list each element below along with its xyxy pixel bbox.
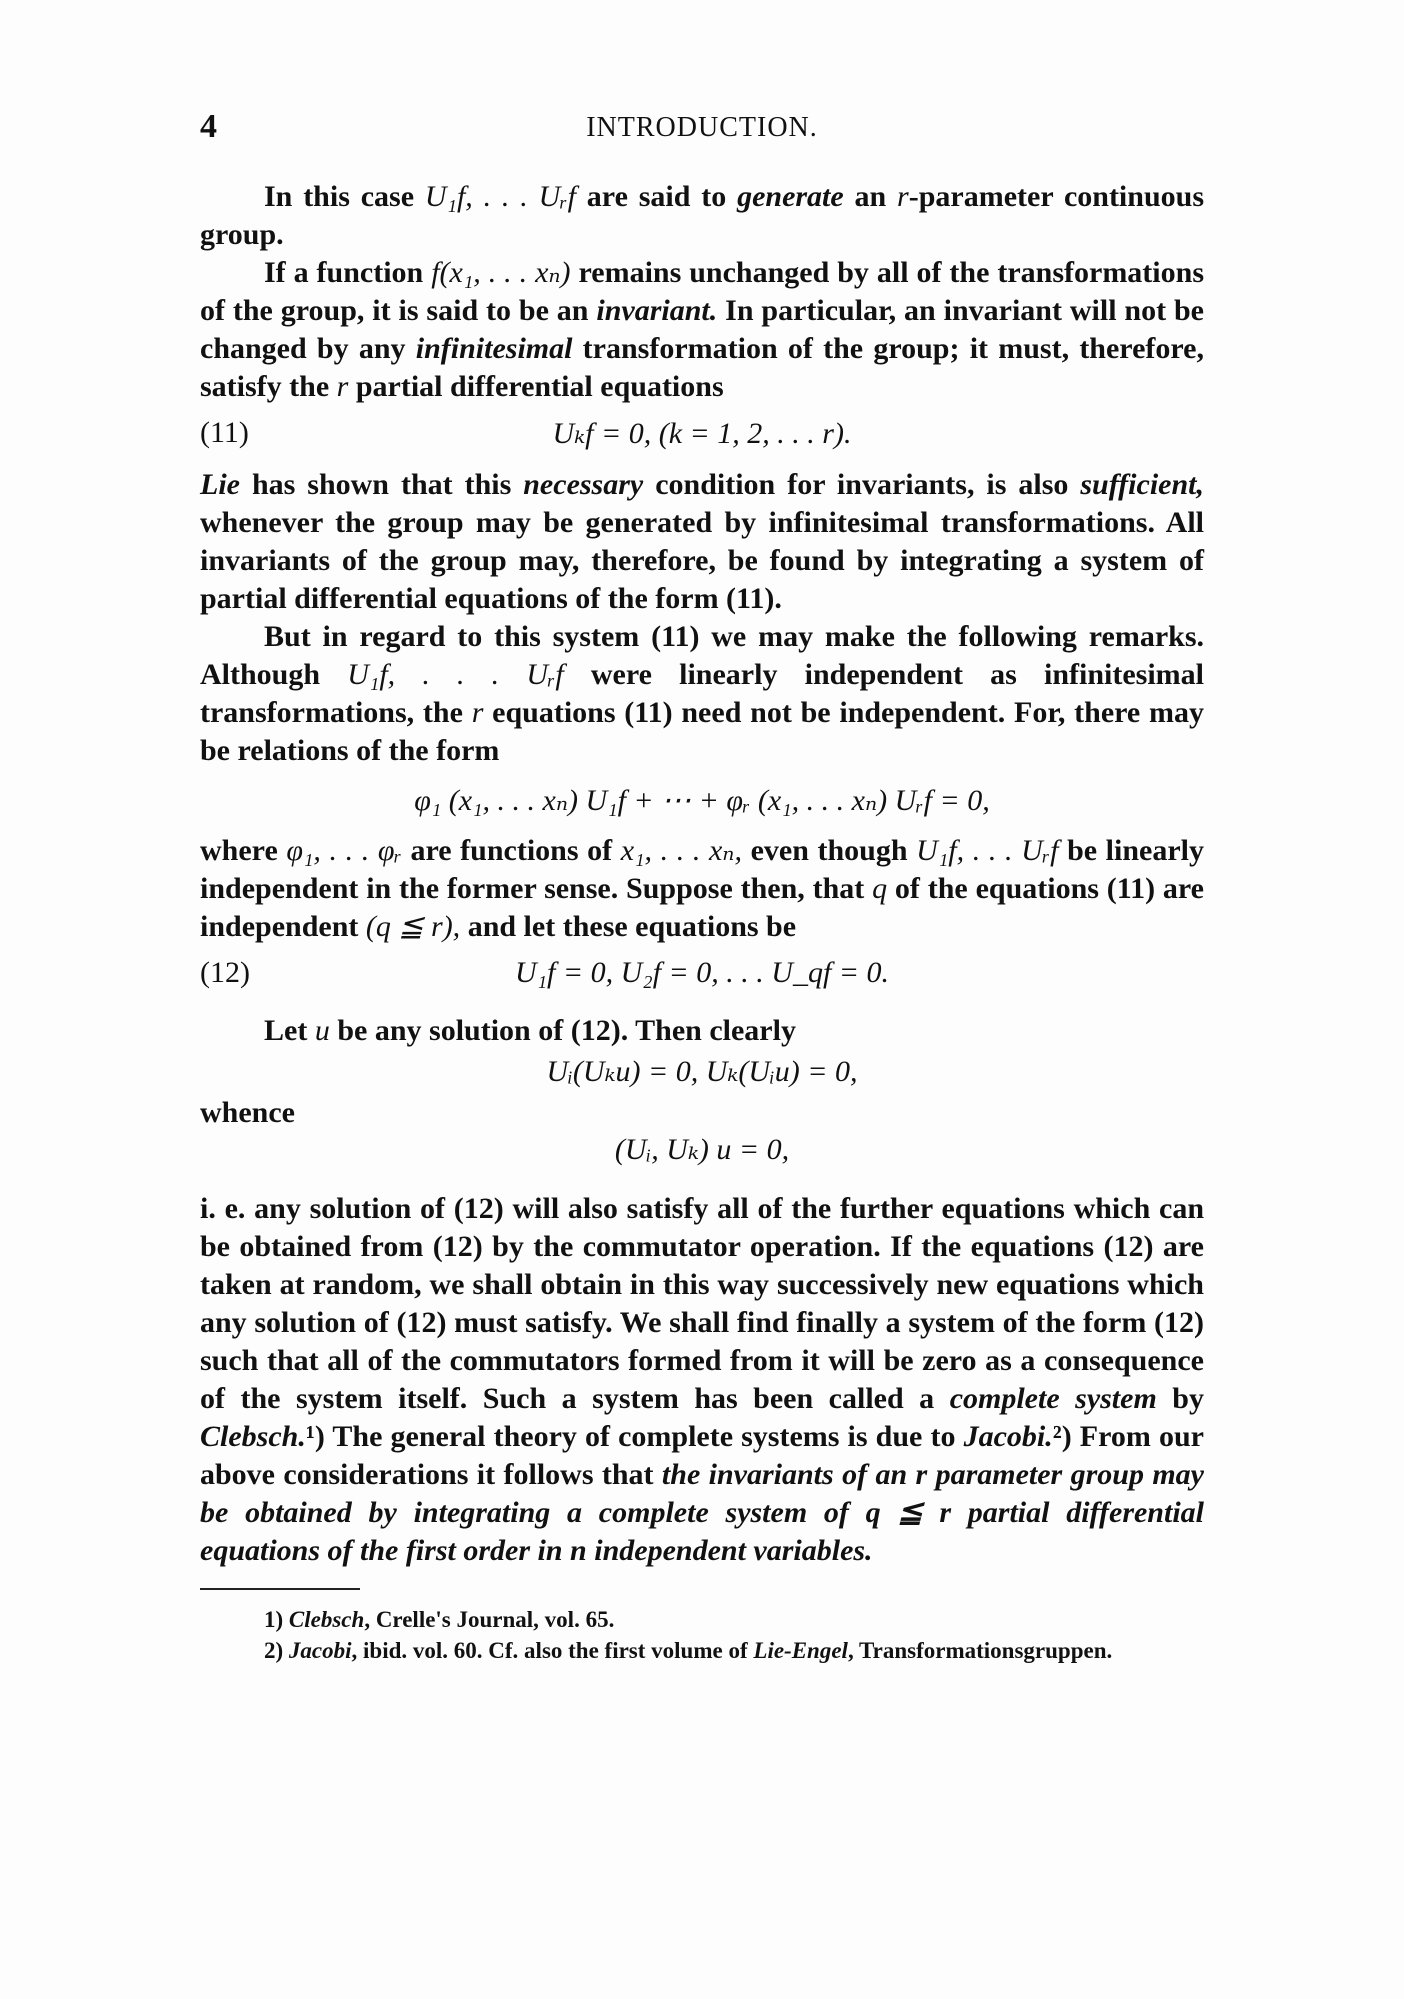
math-run: (q ≦ r),	[365, 910, 461, 943]
text-run: remains unchanged by all of the transformations of the group, it is said to be an	[200, 256, 1204, 327]
italic-run: infinitesimal	[415, 332, 573, 365]
math-run: U₁f, . . . Uᵣf	[424, 180, 576, 213]
text-run: were linearly independent as infinitesimal transformations, the	[200, 658, 1205, 729]
text-run: In particular, an invariant will not be changed by any	[200, 294, 1204, 365]
commutator-equation-1: Uᵢ(Uₖu) = 0, Uₖ(Uᵢu) = 0,	[546, 1055, 858, 1088]
footnote-marker: 2)	[264, 1638, 289, 1663]
text-run: be linearly independent in the former sense. Suppose then, that	[200, 834, 1205, 905]
commutator-equation-2: (Uᵢ, Uₖ) u = 0,	[614, 1133, 790, 1166]
page-number: 4	[200, 108, 217, 145]
footnote-2	[200, 1635, 1204, 1666]
text-run: whenever the group may be generated by infinitesimal transformations. All invariants of the group may, therefore, be found by integrating a system of partial differential equations of the form (11).	[200, 506, 1204, 615]
whence-label: whence	[200, 1096, 295, 1129]
math-run: f(x₁, . . . xₙ)	[431, 256, 571, 289]
text-run: condition for invariants, is also	[643, 468, 1081, 501]
footnote-1	[200, 1604, 1204, 1635]
italic-run: Lie-Engel	[753, 1638, 848, 1663]
text-run: equations (11) need not be independent. For, there may be relations of the form	[200, 696, 1204, 767]
text-run: But in regard to this system (11) we may make the following remarks. Although	[200, 620, 1204, 691]
paragraph-complete-system	[200, 1190, 1204, 1570]
text-run: transformation of the group; it must, therefore, satisfy the	[200, 332, 1204, 403]
math-run: U₁f, . . . Uᵣf	[347, 658, 564, 691]
paragraph-where	[200, 832, 1204, 946]
text-run: of the equations (11) are independent	[200, 872, 1204, 943]
italic-run: necessary	[523, 468, 644, 501]
paragraph-remarks	[200, 618, 1204, 770]
commutator-equations	[200, 1050, 1204, 1190]
italic-run: the invariants of an r parameter group may be obtained by integrating a complete system of q ≦ r partial differential equations of the first order in n independent variables.	[200, 1458, 1204, 1567]
equation-11	[200, 406, 1204, 466]
italic-run: Clebsch	[288, 1607, 365, 1632]
text-run: are functions of	[401, 834, 621, 867]
text-run: Let	[264, 1014, 315, 1047]
footnotes	[200, 1604, 1204, 1666]
footnote-divider	[200, 1588, 360, 1590]
text-run: , ibid. vol. 60. Cf. also the first volume of	[351, 1638, 754, 1663]
math-run: r	[336, 370, 349, 403]
text-run: where	[200, 834, 287, 867]
paragraph-let-u	[200, 1012, 1204, 1050]
text-run: even though	[741, 834, 917, 867]
equation-label: (11)	[200, 416, 249, 449]
text-run: -parameter continuous group.	[200, 180, 1204, 251]
italic-run: Clebsch.	[200, 1420, 306, 1453]
paragraph-generate	[200, 178, 1204, 254]
italic-run: Jacobi	[288, 1638, 352, 1663]
page-header	[200, 108, 1204, 156]
text-run: has shown that this	[239, 468, 524, 501]
text-run: are said to	[575, 180, 738, 213]
equation-label: (12)	[200, 956, 250, 989]
equation-body: U₁f = 0, U₂f = 0, . . . U_qf = 0.	[514, 956, 890, 989]
math-run: φ₁, . . . φᵣ	[286, 834, 402, 867]
text-run: In this case	[264, 180, 425, 213]
page-content	[200, 108, 1204, 1666]
text-run: If a function	[264, 256, 432, 289]
text-run: ²) From our above considerations it follows that	[200, 1420, 1205, 1491]
math-run: r	[471, 696, 484, 729]
italic-run: invariant.	[596, 294, 718, 327]
running-head: INTRODUCTION.	[586, 112, 818, 143]
text-run: be any solution of (12). Then clearly	[329, 1014, 796, 1047]
equation-12	[200, 946, 1204, 1006]
text-run: and let these equations be	[460, 910, 797, 943]
italic-run: Jacobi.	[963, 1420, 1053, 1453]
math-run: x₁, . . . xₙ,	[620, 834, 742, 867]
italic-run: Lie	[200, 468, 240, 501]
text-run: an	[843, 180, 898, 213]
math-run: U₁f, . . . Uᵣf	[916, 834, 1059, 867]
paragraph-lie	[200, 466, 1204, 618]
paragraph-invariant	[200, 254, 1204, 406]
math-run: r	[897, 180, 909, 213]
relation-equation: φ₁ (x₁, . . . xₙ) U₁f + ⋯ + φᵣ (x₁, . . . xₙ) Uᵣf = 0,	[414, 784, 990, 817]
footnote-marker: 1)	[264, 1607, 289, 1632]
text-run: , Crelle's Journal, vol. 65.	[364, 1607, 615, 1632]
italic-run: complete system	[949, 1382, 1157, 1415]
text-run: , Transformationsgruppen.	[847, 1638, 1113, 1663]
math-run: u	[314, 1014, 330, 1047]
italic-run: sufficient,	[1080, 468, 1204, 501]
text-run: by	[1156, 1382, 1204, 1415]
math-run: q	[872, 872, 888, 905]
text-run: partial differential equations	[348, 370, 724, 403]
italic-run: generate	[737, 180, 844, 213]
text-run: i. e. any solution of (12) will also satisfy all of the further equations which can be obtained from (12) by the commutator operation. If the equations (12) are taken at random, we shall obtain in this way successively new equations which any solution of (12) must satisfy. We shall find finally a system of the form (12) such that all of the commutators formed from it will be zero as a consequence of the system itself. Such a system has been called a	[200, 1192, 1204, 1415]
text-run: ¹) The general theory of complete systems is due to	[305, 1420, 964, 1453]
equation-body: Uₖf = 0, (k = 1, 2, . . . r).	[552, 417, 852, 450]
